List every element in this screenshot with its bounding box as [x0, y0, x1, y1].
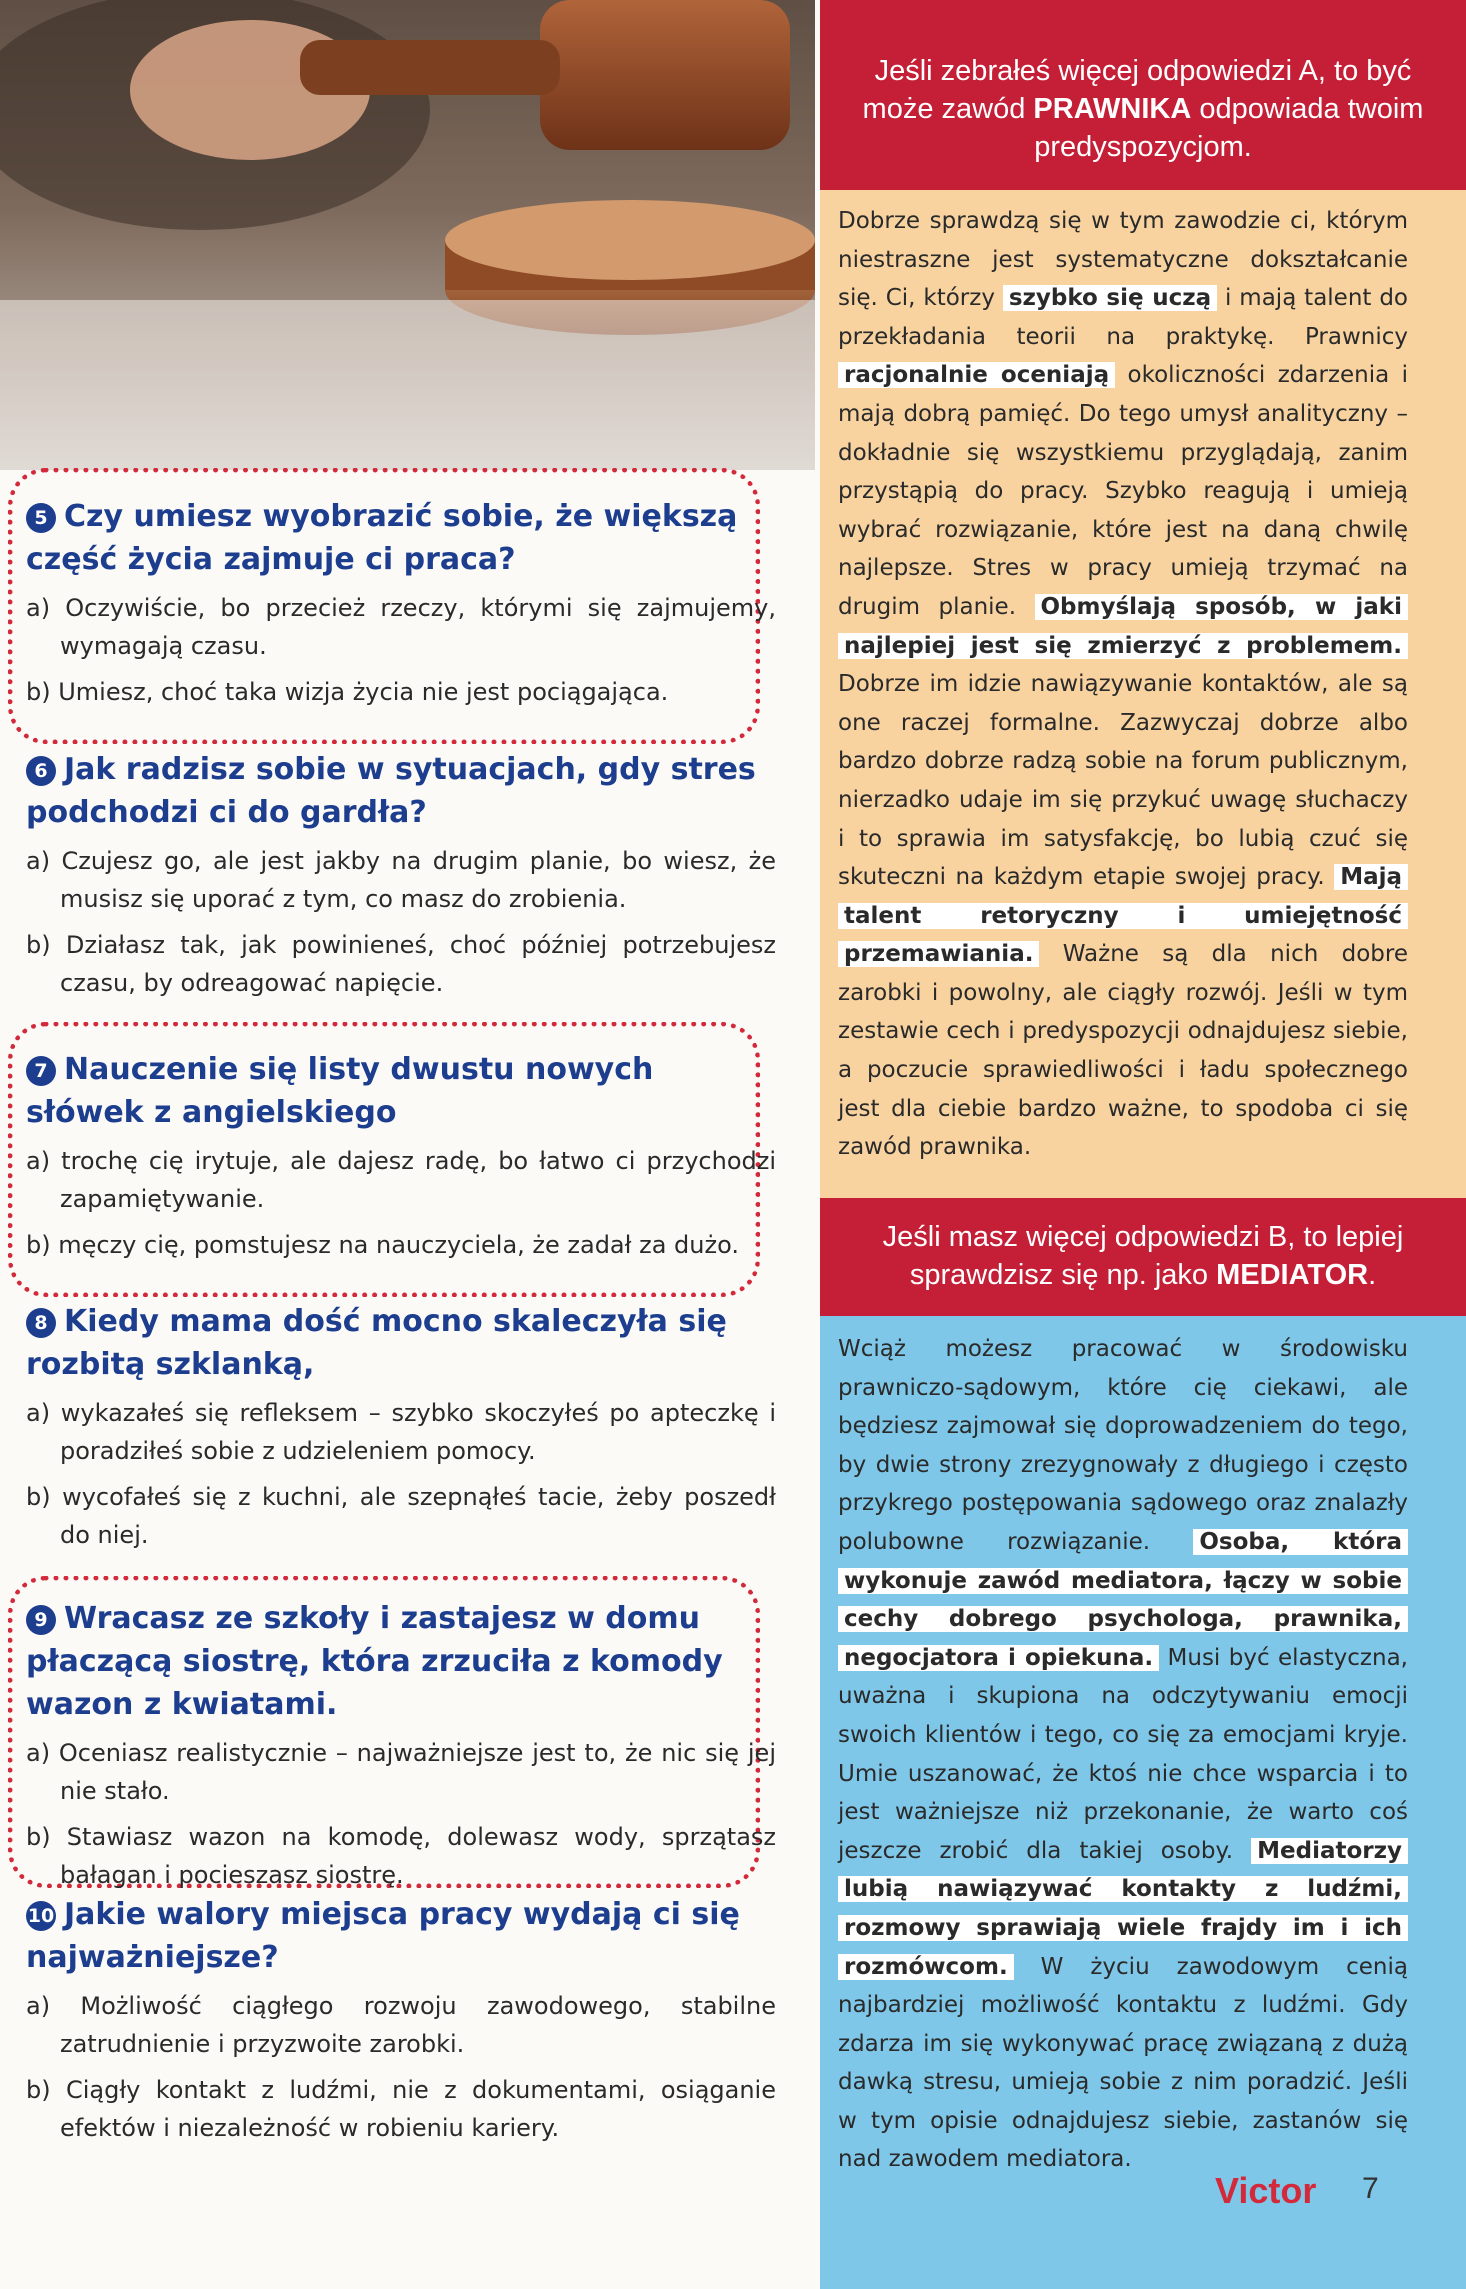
question-5	[26, 495, 776, 711]
question-10-title: Jakie walory miejsca pracy wydają ci się najważniejsze?	[26, 1897, 740, 1975]
question-number-10: 10	[26, 1901, 56, 1931]
question-8	[26, 1300, 776, 1554]
result-b-profession: MEDIATOR	[1216, 1259, 1369, 1291]
result-b-heading: Jeśli masz więcej odpowiedzi B, to lepiej sprawdzisz się np. jako MEDIATOR.	[882, 1221, 1404, 1291]
question-6-answer-a: a) Czujesz go, ale jest jakby na drugim planie, bo wiesz, że musisz się uporać z tym, co masz do zrobienia.	[26, 847, 776, 913]
question-10-answer-b: b) Ciągły kontakt z ludźmi, nie z dokumentami, osiąganie efektów i niezależność w robieniu kariery.	[26, 2076, 776, 2142]
question-9-answer-b: b) Stawiasz wazon na komodę, dolewasz wody, sprzątasz bałagan i pocieszasz siostrę.	[26, 1823, 776, 1889]
question-5-title: Czy umiesz wyobrazić sobie, że większą część życia zajmuje ci praca?	[26, 499, 738, 577]
question-8-title: Kiedy mama dość mocno skaleczyła się rozbitą szklanką,	[26, 1304, 727, 1382]
highlight-problem-solving: Obmyślają sposób, w jaki najlepiej jest się zmierzyć z problemem.	[838, 594, 1408, 659]
question-10	[26, 1893, 776, 2147]
highlight-fast-learning: szybko się uczą	[1003, 285, 1217, 311]
result-a-text: Dobrze sprawdzą się w tym zawodzie ci, którym niestraszne jest systematyczne dokształcanie się. Ci, którzy szybko się uczą i mają talent do przekładania teorii na praktykę. Prawnicy racjonalnie oceniają okoliczności zdarzenia i mają dobrą pamięć. Do tego umysł analityczny – dokładnie się wszystkiemu przyglądają, zanim przystąpią do pracy. Szybko reagują i umieją wybrać rozwiązanie, które jest na daną chwilę najlepsze. Stres w pracy umieją trzymać na drugim planie. Obmyślają sposób, w jaki najlepiej jest się zmierzyć z problemem. Dobrze im idzie nawiązywanie kontaktów, ale są one raczej formalne. Zazwyczaj dobrze albo bardzo dobrze radzą sobie na forum publicznym, nierzadko udaje im się przykuć uwagę słuchaczy i to sprawia im satysfakcję, bo lubią czuć się skuteczni na każdym etapie swojej pracy. Mają talent retoryczny i umiejętność przemawiania. Ważne są dla nich dobre zarobki i powolny, ale ciągły rozwój. Jeśli w tym zestawie cech i predyspozycji odnajdujesz siebie, a poczucie sprawiedliwości i ładu społecznego jest dla ciebie bardzo ważne, to spodoba ci się zawód prawnika.	[838, 208, 1408, 1161]
highlight-mediator-traits: Osoba, która wykonuje zawód mediatora, łączy w sobie cechy dobrego psychologa, prawnika, negocjatora i opiekuna.	[838, 1529, 1408, 1671]
gavel-illustration	[0, 0, 815, 470]
result-a-profession: PRAWNIKA	[1033, 93, 1192, 125]
question-6-title: Jak radzisz sobie w sytuacjach, gdy stres podchodzi ci do gardła?	[26, 752, 756, 830]
highlight-rational-evaluation: racjonalnie oceniają	[838, 362, 1115, 388]
question-number-6: 6	[26, 756, 56, 786]
magazine-logo: Victor	[1215, 2170, 1317, 2211]
question-9	[26, 1597, 776, 1894]
question-7	[26, 1048, 776, 1264]
highlight-contacts: Mediatorzy lubią nawiązywać kontakty z ludźmi, rozmowy sprawiają wiele frajdy im i ich rozmówcom.	[838, 1838, 1408, 1980]
question-number-5: 5	[26, 503, 56, 533]
question-6	[26, 748, 776, 1002]
result-b-text: Wciąż możesz pracować w środowisku prawniczo-sądowym, które cię ciekawi, ale będziesz zajmował się doprowadzeniem do tego, by dwie strony zrezygnowały z długiego i często przykrego postępowania sądowego oraz znalazły polubowne rozwiązanie. Osoba, która wykonuje zawód mediatora, łączy w sobie cechy dobrego psychologa, prawnika, negocjatora i opiekuna. Musi być elastyczna, uważna i skupiona na odczytywaniu emocji swoich klientów i tego, co się za emocjami kryje. Umie uszanować, że ktoś nie chce wsparcia i to jest ważniejsze niż przekonanie, że warto coś jeszcze zrobić dla takiej osoby. Mediatorzy lubią nawiązywać kontakty z ludźmi, rozmowy sprawiają wiele frajdy im i ich rozmówcom. W życiu zawodowym cenią najbardziej możliwość kontaktu z ludźmi. Gdy zdarza im się wykonywać pracę związaną z dużą dawką stresu, umieją sobie z nim poradzić. Jeśli w tym opisie odnajdujesz siebie, zastanów się nad zawodem mediatora.	[838, 1336, 1408, 2173]
question-5-answer-a: a) Oczywiście, bo przecież rzeczy, którymi się zajmujemy, wymagają czasu.	[26, 594, 776, 660]
question-9-title: Wracasz ze szkoły i zastajesz w domu płaczącą siostrę, która zrzuciła z komody wazon z kwiatami.	[26, 1601, 723, 1722]
result-b-body	[820, 1316, 1466, 2289]
highlight-rhetoric: Mają talent retoryczny i umiejętność przemawiania.	[838, 864, 1408, 967]
result-a-header	[820, 0, 1466, 190]
page-number: 7	[1362, 2172, 1379, 2205]
question-8-answer-b: b) wycofałeś się z kuchni, ale szepnąłeś tacie, żeby poszedł do niej.	[26, 1483, 776, 1549]
question-7-answer-b: b) męczy cię, pomstujesz na nauczyciela, że zadał za dużo.	[26, 1231, 739, 1259]
gavel-photo	[0, 0, 815, 470]
results-column	[820, 0, 1466, 2289]
result-a-heading: Jeśli zebrałeś więcej odpowiedzi A, to być może zawód PRAWNIKA odpowiada twoim predyspozycjom.	[862, 55, 1424, 163]
result-a-body	[820, 190, 1466, 1198]
result-b-header	[820, 1198, 1466, 1316]
question-8-answer-a: a) wykazałeś się refleksem – szybko skoczyłeś po apteczkę i poradziłeś sobie z udzieleniem pomocy.	[26, 1399, 776, 1465]
question-number-7: 7	[26, 1056, 56, 1086]
question-6-answer-b: b) Działasz tak, jak powinieneś, choć później potrzebujesz czasu, by odreagować napięcie.	[26, 931, 776, 997]
question-9-answer-a: a) Oceniasz realistycznie – najważniejsze jest to, że nic się jej nie stało.	[26, 1739, 776, 1805]
question-7-answer-a: a) trochę cię irytuje, ale dajesz radę, bo łatwo ci przychodzi zapamiętywanie.	[26, 1147, 776, 1213]
question-5-answer-b: b) Umiesz, choć taka wizja życia nie jest pociągająca.	[26, 678, 669, 706]
question-7-title: Nauczenie się listy dwustu nowych słówek z angielskiego	[26, 1052, 654, 1130]
question-10-answer-a: a) Możliwość ciągłego rozwoju zawodowego, stabilne zatrudnienie i przyzwoite zarobki.	[26, 1992, 776, 2058]
question-number-8: 8	[26, 1308, 56, 1338]
question-number-9: 9	[26, 1605, 56, 1635]
